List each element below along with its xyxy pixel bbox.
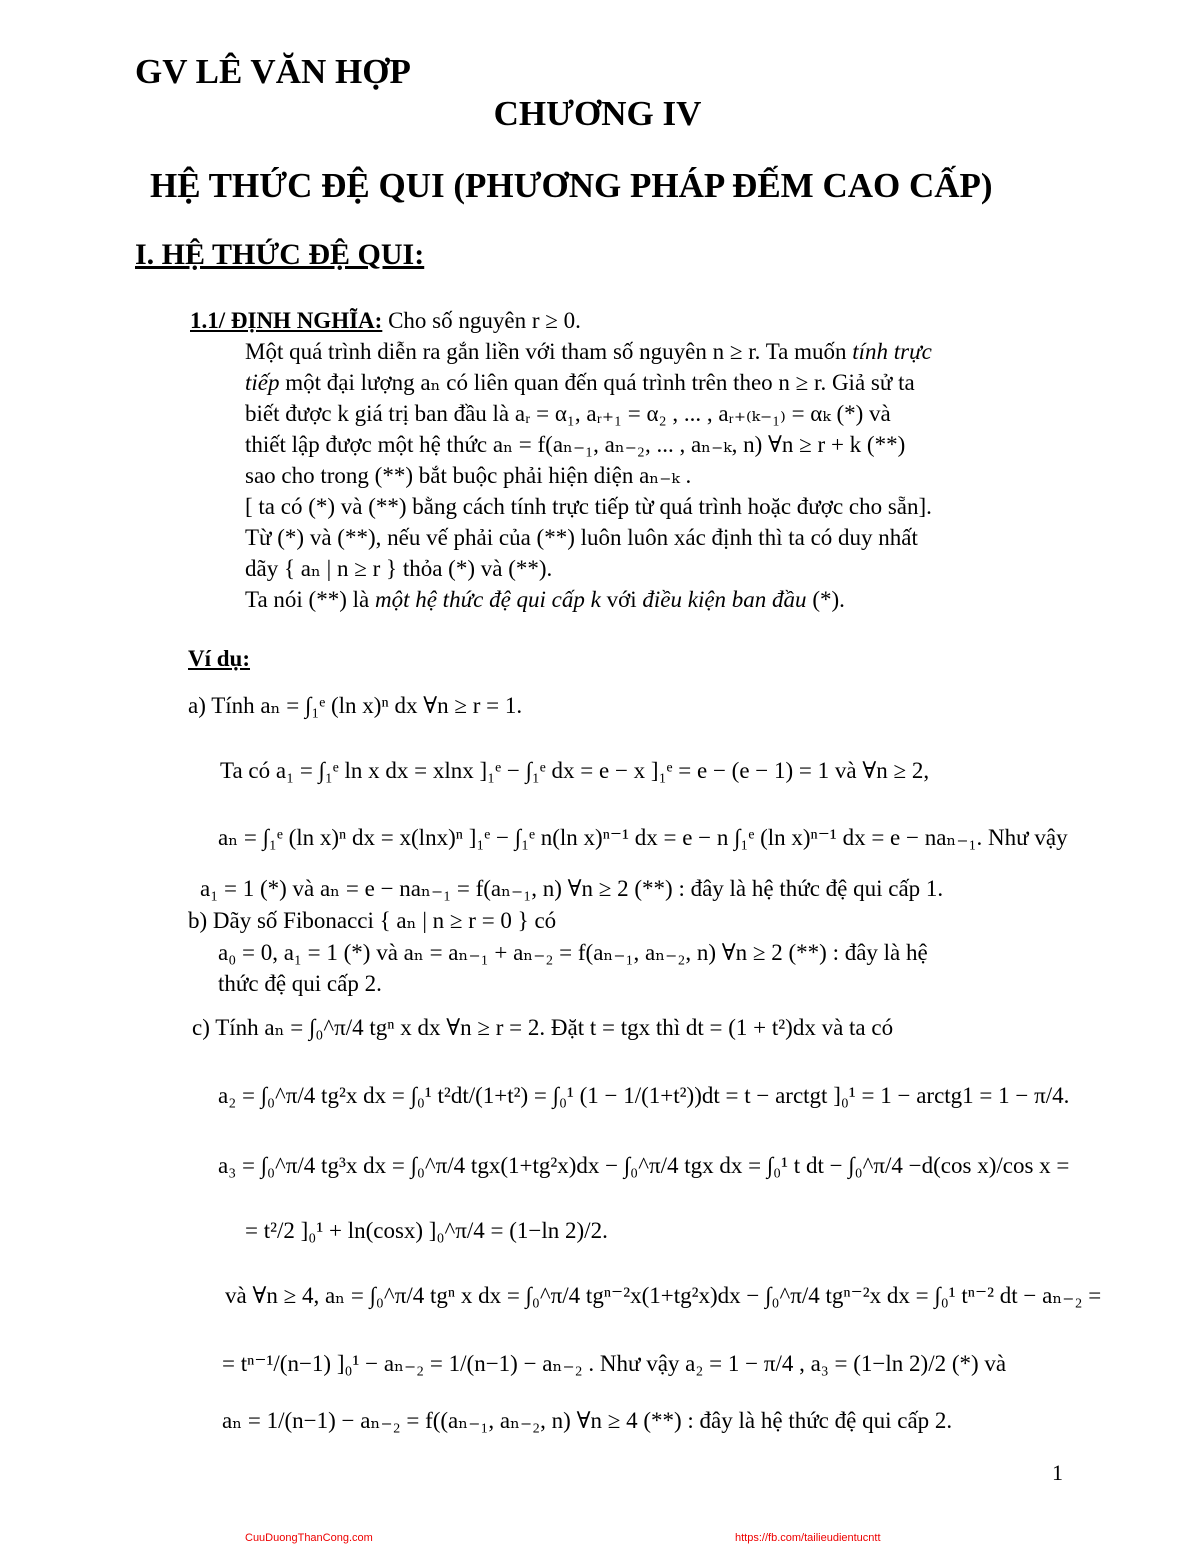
footer-right-link[interactable]: https://fb.com/tailieudientucntt (735, 1532, 881, 1544)
example-a-line-2: Ta có a₁ = ∫₁ᵉ ln x dx = xlnx ]₁ᵉ − ∫₁ᵉ dx = e − x ]₁ᵉ = e − (e − 1) = 1 và ∀n ≥ 2, (220, 758, 930, 783)
section-heading: I. HỆ THỨC ĐỆ QUI: (135, 238, 425, 271)
example-label: Ví dụ: (188, 646, 250, 671)
definition-line-3: biết được k giá trị ban đầu là aᵣ = α₁, aᵣ₊₁ = α₂ , ... , aᵣ₊₍ₖ₋₁₎ = αₖ (*) và (245, 401, 891, 426)
definition-line-4: thiết lập được một hệ thức aₙ = f(aₙ₋₁, aₙ₋₂, ... , aₙ₋ₖ, n) ∀n ≥ r + k (**) (245, 432, 906, 457)
definition-line-8: dãy { aₙ | n ≥ r } thỏa (*) và (**). (245, 556, 553, 581)
definition-line-9: Ta nói (**) là một hệ thức đệ qui cấp k với điều kiện ban đầu (*). (245, 587, 845, 612)
author-heading: GV LÊ VĂN HỢP (135, 52, 411, 91)
footer-left-link[interactable]: CuuDuongThanCong.com (245, 1532, 373, 1544)
definition-line-1: Một quá trình diễn ra gắn liền với tham số nguyên n ≥ r. Ta muốn tính trực (245, 339, 932, 364)
example-c-line-3: a₃ = ∫₀^π/4 tg³x dx = ∫₀^π/4 tgx(1+tg²x)dx − ∫₀^π/4 tgx dx = ∫₀¹ t dt − ∫₀^π/4 −d(cos x)/cos x = (218, 1153, 1070, 1178)
definition-line-6: [ ta có (*) và (**) bằng cách tính trực tiếp từ quá trình hoặc được cho sẵn]. (245, 494, 932, 519)
chapter-title: HỆ THỨC ĐỆ QUI (PHƯƠNG PHÁP ĐẾM CAO CẤP) (150, 166, 993, 205)
definition-label: 1.1/ ĐỊNH NGHĨA: (190, 308, 383, 333)
definition-intro: 1.1/ ĐỊNH NGHĨA: Cho số nguyên r ≥ 0. (190, 308, 581, 333)
example-c-line-7: aₙ = 1/(n−1) − aₙ₋₂ = f((aₙ₋₁, aₙ₋₂, n) ∀n ≥ 4 (**) : đây là hệ thức đệ qui cấp 2. (222, 1408, 953, 1433)
example-b-line-3: thức đệ qui cấp 2. (218, 971, 382, 996)
example-c-line-6: = tⁿ⁻¹/(n−1) ]₀¹ − aₙ₋₂ = 1/(n−1) − aₙ₋₂ . Như vậy a₂ = 1 − π/4 , a₃ = (1−ln 2)/2 (*) và (222, 1351, 1007, 1376)
definition-line-7: Từ (*) và (**), nếu vế phải của (**) luôn luôn xác định thì ta có duy nhất (245, 525, 918, 550)
definition-line-5: sao cho trong (**) bắt buộc phải hiện diện aₙ₋ₖ . (245, 463, 692, 488)
example-c-line-2: a₂ = ∫₀^π/4 tg²x dx = ∫₀¹ t²dt/(1+t²) = ∫₀¹ (1 − 1/(1+t²))dt = t − arctgt ]₀¹ = 1 − arctg1 = 1 − π/4. (218, 1083, 1070, 1108)
example-c-line-4: = t²/2 ]₀¹ + ln(cosx) ]₀^π/4 = (1−ln 2)/2. (245, 1218, 608, 1243)
example-a-line-1: a) Tính aₙ = ∫₁ᵉ (ln x)ⁿ dx ∀n ≥ r = 1. (188, 693, 523, 718)
chapter-heading: CHƯƠNG IV (493, 94, 702, 133)
definition-line-2: tiếp một đại lượng aₙ có liên quan đến quá trình trên theo n ≥ r. Giả sử ta (245, 370, 915, 395)
page-number: 1 (1052, 1460, 1063, 1485)
example-b-line-1: b) Dãy số Fibonacci { aₙ | n ≥ r = 0 } có (188, 908, 557, 933)
example-a-line-4: a₁ = 1 (*) và aₙ = e − naₙ₋₁ = f(aₙ₋₁, n) ∀n ≥ 2 (**) : đây là hệ thức đệ qui cấp 1. (200, 876, 944, 901)
example-c-line-1: c) Tính aₙ = ∫₀^π/4 tgⁿ x dx ∀n ≥ r = 2. Đặt t = tgx thì dt = (1 + t²)dx và ta có (192, 1015, 894, 1040)
example-b-line-2: a₀ = 0, a₁ = 1 (*) và aₙ = aₙ₋₁ + aₙ₋₂ = f(aₙ₋₁, aₙ₋₂, n) ∀n ≥ 2 (**) : đây là hệ (218, 940, 928, 965)
example-c-line-5: và ∀n ≥ 4, aₙ = ∫₀^π/4 tgⁿ x dx = ∫₀^π/4 tgⁿ⁻²x(1+tg²x)dx − ∫₀^π/4 tgⁿ⁻²x dx = ∫₀¹ tⁿ⁻² dt − aₙ₋₂ = (225, 1283, 1102, 1308)
example-a-line-3: aₙ = ∫₁ᵉ (ln x)ⁿ dx = x(lnx)ⁿ ]₁ᵉ − ∫₁ᵉ n(ln x)ⁿ⁻¹ dx = e − n ∫₁ᵉ (ln x)ⁿ⁻¹ dx = e − naₙ₋₁. Như vậy (218, 825, 1068, 850)
